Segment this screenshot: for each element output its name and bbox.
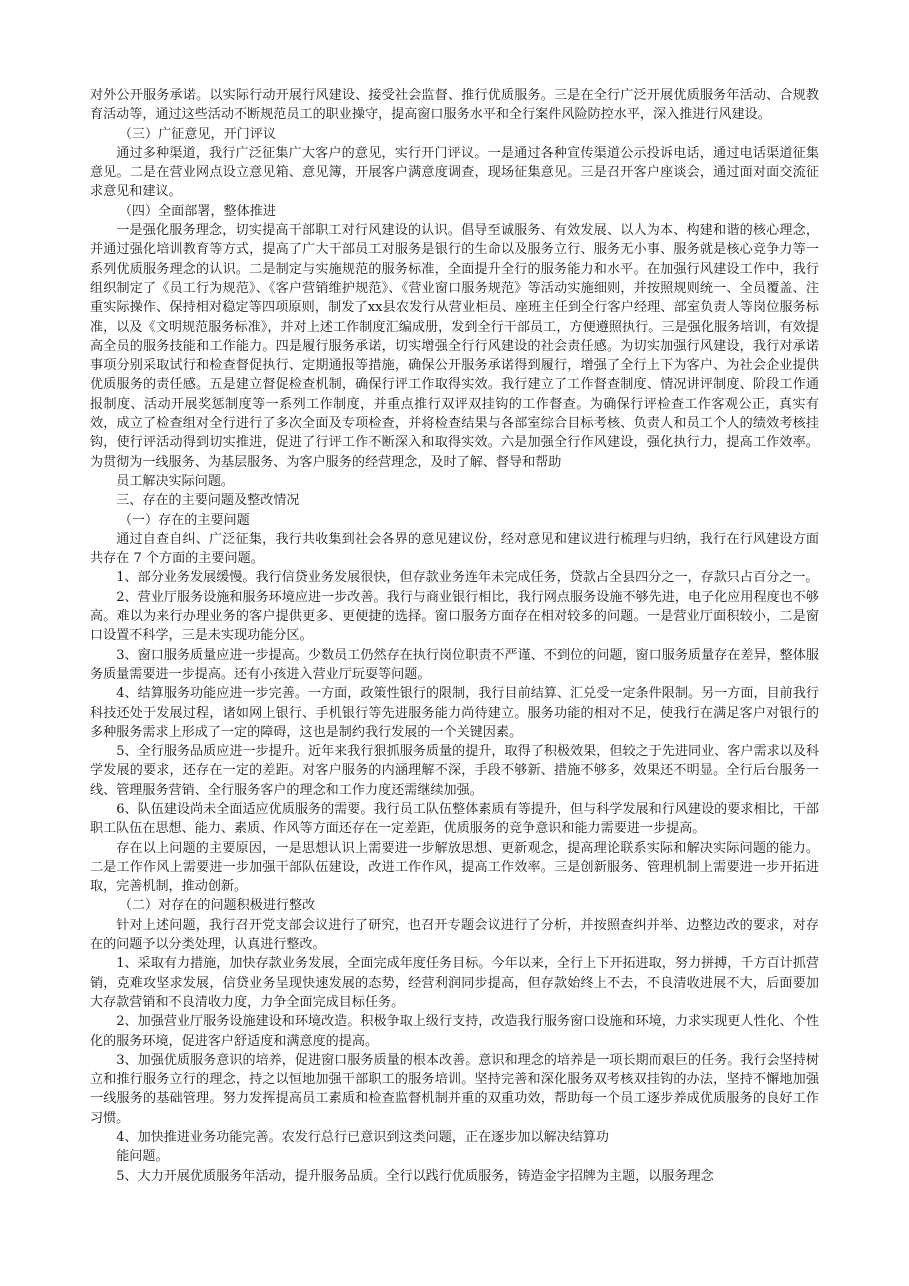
section-heading: （四）全面部署，整体推进 bbox=[118, 203, 276, 219]
list-item: 2、加强营业厅服务设施建设和环境改造。积极争取上级行支持，改造我行服务窗口设施和环境，力求实现更人性化、个性化的服务环境，促进客户舒适度和满意度的提高。 bbox=[90, 1014, 819, 1049]
list-item: 1、部分业务发展缓慢。我行信贷业务发展很快，但存款业务连年未完成任务，贷款占全县四分之一，存款只占百分之一。 bbox=[116, 570, 819, 586]
paragraph: 员工解决实际问题。 bbox=[116, 473, 235, 489]
section-heading: 三、存在的主要问题及整改情况 bbox=[116, 493, 300, 509]
list-item: 4、加快推进业务功能完善。农发行总行已意识到这类问题，正在逐步加以解决结算功 bbox=[116, 1130, 609, 1146]
section-heading: （三）广征意见，开门评议 bbox=[118, 126, 276, 142]
list-item: 5、大力开展优质服务年活动，提升服务品质。全行以践行优质服务，铸造金字招牌为主题，以服务理念 bbox=[116, 1168, 714, 1184]
paragraph: 一是强化服务理念，切实提高干部职工对行风建设的认识。倡导至诚服务、有效发展、以人为本、构建和谐的核心理念，并通过强化培训教育等方式，提高了广大干部员工对服务是银行的生命以及服务立行、服务无小事、服务就是核心竞争力等一系列优质服务理念的认识。二是制定与实施规范的服务标准，全面提升全行的服务能力和水平。在加强行风建设工作中，我行组织制定了《员工行为规范》、《客户营销维护规范》、《营业窗口服务规范》等活动实施细则，并按照规则统一、全员覆盖、注重实际操作、保持相对稳定等四项原则，制发了xx县农发行从营业柜员、座班主任到全行客户经理、部室负责人等岗位服务标准，以及《文明规范服务标准》，并对上述工作制度汇编成册，发到全行干部员工，方便遵照执行。三是强化服务培训，有效提高全员的服务技能和工作能力。四是履行服务承诺，切实增强全行行风建设的社会责任感。为切实加强行风建设，我行对承诺事项分别采取试行和检查督促执行、定期通报等措施，确保公开服务承诺得到履行，增强了全行上下为客户、为社会企业提供优质服务的责任感。五是建立督促检查机制，确保行评工作取得实效。我行建立了工作督查制度、情况讲评制度、阶段工作通报制度、活动开展奖惩制度等一系列工作制度，并重点推行双评双挂钩的工作督查。为确保行评检查工作客观公正，真实有效，成立了检查组对全行进行了多次全面及专项检查，并将检查结果与各部室综合目标考核、负责人和员工个人的绩效考核挂钩，使行评活动得到切实推进，促进了行评工作不断深入和取得实效。六是加强全行作风建设，强化执行力，提高工作效率。为贯彻为一线服务、为基层服务、为客户服务的经营理念，及时了解、督导和帮助 bbox=[90, 223, 819, 470]
paragraph: 存在以上问题的主要原因，一是思想认识上需要进一步解放思想、更新观念，提高理论联系实际和解决实际问题的能力。二是工作作风上需要进一步加强干部队伍建设，改进工作作风，提高工作效率。三是创新服务、管理机制上需要进一步开拓进取，完善机制，推动创新。 bbox=[90, 840, 819, 895]
paragraph: 对外公开服务承诺。以实际行动开展行风建设、接受社会监督、推行优质服务。三是在全行广泛开展优质服务年活动、合规教育活动等，通过这些活动不断规范员工的职业操守，提高窗口服务水平和全行案件风险防控水平，深入推进行风建设。 bbox=[90, 88, 819, 123]
paragraph: 针对上述问题，我行召开党支部会议进行了研究，也召开专题会议进行了分析，并按照查纠并举、边整边改的要求，对存在的问题予以分类处理，认真进行整改。 bbox=[90, 917, 819, 953]
list-item: 4、结算服务功能应进一步完善。一方面，政策性银行的限制，我行目前结算、汇兑受一定条件限制。另一方面，目前我行科技还处于发展过程，诸如网上银行、手机银行等先进服务能力尚待建立。服务功能的相对不足，使我行在满足客户对银行的多种服务需求上形成了一定的障碍，这也是制约我行发展的一个关键因素。 bbox=[90, 686, 819, 740]
list-item: 2、营业厅服务设施和服务环境应进一步改善。我行与商业银行相比，我行网点服务设施不够先进，电子化应用程度也不够高。难以为来行办理业务的客户提供更多、更便捷的选择。窗口服务方面存在相对较多的问题。一是营业厅面积较小，二是窗口设置不科学，三是未实现功能分区。 bbox=[90, 589, 819, 644]
paragraph: 能问题。 bbox=[116, 1149, 169, 1165]
section-heading: （二）对存在的问题积极进行整改 bbox=[118, 898, 316, 914]
paragraph: 通过自查自纠、广泛征集，我行共收集到社会各界的意见建议份，经对意见和建议进行梳理与归纳，我行在行风建设方面共存在 7 个方面的主要问题。 bbox=[90, 531, 819, 567]
list-item: 3、加强优质服务意识的培养，促进窗口服务质量的根本改善。意识和理念的培养是一项长期而艰巨的任务。我行会坚持树立和推行服务立行的理念，持之以恒地加强干部职工的服务培训。坚持完善和深化服务双考核双挂钩的办法，坚持不懈地加强一线服务的基础管理。努力发挥提高员工素质和检查监督机制并重的双重功效，帮助每一个员工逐步养成优质服务的良好工作习惯。 bbox=[90, 1052, 819, 1126]
list-item: 1、采取有力措施，加快存款业务发展，全面完成年度任务目标。今年以来，全行上下开拓进取，努力拼搏，千方百计抓营销，克难攻坚求发展，信贷业务呈现快速发展的态势，经营利润同步提高，但存款始终上不去，不良清收进展不大，后面要加大存款营销和不良清收力度，力争全面完成目标任务。 bbox=[90, 956, 819, 1010]
section-heading: （一）存在的主要问题 bbox=[118, 512, 250, 528]
paragraph: 通过多种渠道，我行广泛征集广大客户的意见，实行开门评议。一是通过各种宣传渠道公示投诉电话，通过电话渠道征集意见。二是在营业网点设立意见箱、意见簿，开展客户满意度调查，现场征集意见。三是召开客户座谈会，通过面对面交流征求意见和建议。 bbox=[90, 145, 819, 200]
list-item: 5、全行服务品质应进一步提升。近年来我行狠抓服务质量的提升，取得了积极效果，但较之于先进同业、客户需求以及科学发展的要求，还存在一定的差距。对客户服务的内涵理解不深，手段不够新、措施不够多，效果还不明显。全行后台服务一线、管理服务营销、全行服务客户的理念和工作力度还需继续加强。 bbox=[90, 744, 819, 798]
list-item: 3、窗口服务质量应进一步提高。少数员工仍然存在执行岗位职责不严谨、不到位的问题，窗口服务质量存在差异，整体服务质量需要进一步提高。还有小孩进入营业厅玩耍等问题。 bbox=[90, 647, 819, 682]
list-item: 6、队伍建设尚未全面适应优质服务的需要。我行员工队伍整体素质有等提升，但与科学发展和行风建设的要求相比，干部职工队伍在思想、能力、素质、作风等方面还存在一定差距，优质服务的竞争意识和能力需要进一步提高。 bbox=[90, 801, 819, 837]
